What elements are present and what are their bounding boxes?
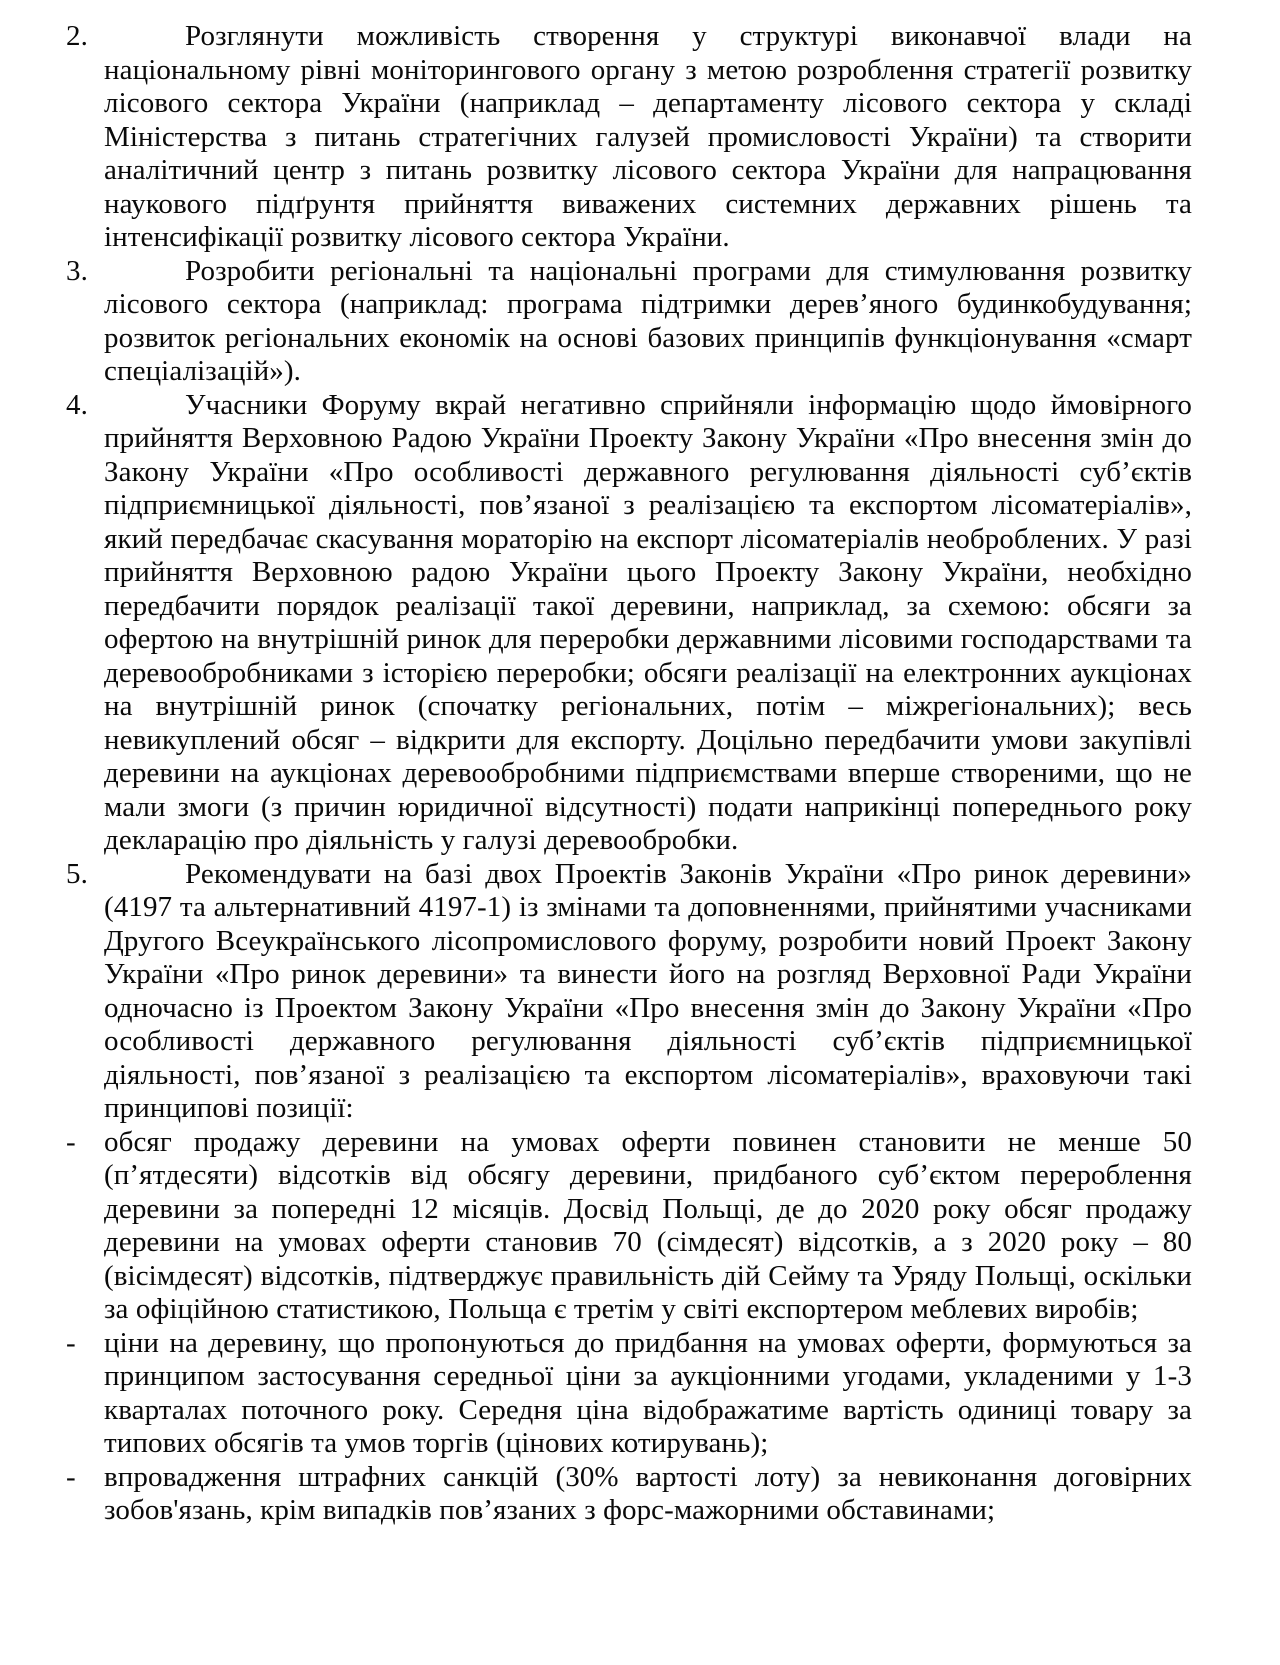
item-marker: 4. <box>66 388 88 421</box>
item-text: впровадження штрафних санкцій (30% вартості лоту) за невиконання договірних зобов'язань, крім випадків пов’язаних з форс-мажорними обставинами; <box>104 1460 1192 1526</box>
list-item <box>66 255 1192 389</box>
list-item <box>66 389 1192 858</box>
list-item <box>66 1327 1192 1461</box>
item-text: Розробити регіональні та національні програми для стимулювання розвитку лісового сектора (наприклад: програма підтримки дерев’яного будинкобудування; розвиток регіональних економік на основі базових принципів функціонування «смарт спеціалізацій»). <box>104 254 1192 387</box>
item-text: ціни на деревину, що пропонуються до придбання на умовах оферти, формуються за принципом застосування середньої ціни за аукціонними угодами, укладеними у 1-3 кварталах поточного року. Середня ціна відображатиме вартість одиниці товару за типових обсягів та умов торгів (цінових котирувань); <box>104 1326 1192 1459</box>
list-item <box>66 1461 1192 1528</box>
item-text: Учасники Форуму вкрай негативно сприйняли інформацію щодо ймовірного прийняття Верховною Радою України Проекту Закону України «Про внесення змін до Закону України «Про особливості державного регулювання діяльності суб’єктів підприємницької діяльності, пов’язаної з реалізацією та експортом лісоматеріалів», який передбачає скасування мораторію на експорт лісоматеріалів необроблених. У разі прийняття Верховною радою України цього Проекту Закону України, необхідно передбачити порядок реалізації такої деревини, наприклад, за схемою: обсяги за офертою на внутрішній ринок для переробки державними лісовими господарствами та деревообробниками з історією переробки; обсяги реалізації на електронних аукціонах на внутрішній ринок (спочатку регіональних, потім – міжрегіональних); весь невикуплений обсяг – відкрити для експорту. Доцільно передбачити умови закупівлі деревини на аукціонах деревообробними підприємствами вперше створеними, що не мали змоги (з причин юридичної відсутності) подати наприкінці попереднього року декларацію про діяльність у галузі деревообробки. <box>104 388 1192 856</box>
item-marker: 3. <box>66 254 88 287</box>
list-item <box>66 1126 1192 1327</box>
list-item <box>66 20 1192 255</box>
list-item <box>66 858 1192 1126</box>
item-marker: - <box>66 1326 76 1359</box>
item-marker: 2. <box>66 20 88 52</box>
item-text: Розглянути можливість створення у структурі виконавчої влади на національному рівні моніторингового органу з метою розроблення стратегії розвитку лісового сектора України (наприклад – департаменту лісового сектора у складі Міністерства з питань стратегічних галузей промисловості України) та створити аналітичний центр з питань розвитку лісового сектора України для напрацювання наукового підґрунтя прийняття виважених системних державних рішень та інтенсифікації розвитку лісового сектора України. <box>104 20 1192 253</box>
item-marker: 5. <box>66 857 88 890</box>
document-body <box>66 20 1192 1528</box>
item-marker: - <box>66 1125 76 1158</box>
item-text: Рекомендувати на базі двох Проектів Законів України «Про ринок деревини» (4197 та альтернативний 4197-1) із змінами та доповненнями, прийнятими учасниками Другого Всеукраїнського лісопромислового форуму, розробити новий Проект Закону України «Про ринок деревини» та винести його на розгляд Верховної Ради України одночасно із Проектом Закону України «Про внесення змін до Закону України «Про особливості державного регулювання діяльності суб’єктів підприємницької діяльності, пов’язаної з реалізацією та експортом лісоматеріалів», враховуючи такі принципові позиції: <box>104 857 1192 1124</box>
item-text: обсяг продажу деревини на умовах оферти повинен становити не менше 50 (п’ятдесяти) відсотків від обсягу деревини, придбаного суб’єктом перероблення деревини за попередні 12 місяців. Досвід Польщі, де до 2020 року обсяг продажу деревини на умовах оферти становив 70 (сімдесят) відсотків, а з 2020 року – 80 (вісімдесят) відсотків, підтверджує правильність дій Сейму та Уряду Польщі, оскільки за офіційною статистикою, Польща є третім у світі експортером меблевих виробів; <box>104 1125 1192 1325</box>
item-marker: - <box>66 1460 76 1493</box>
